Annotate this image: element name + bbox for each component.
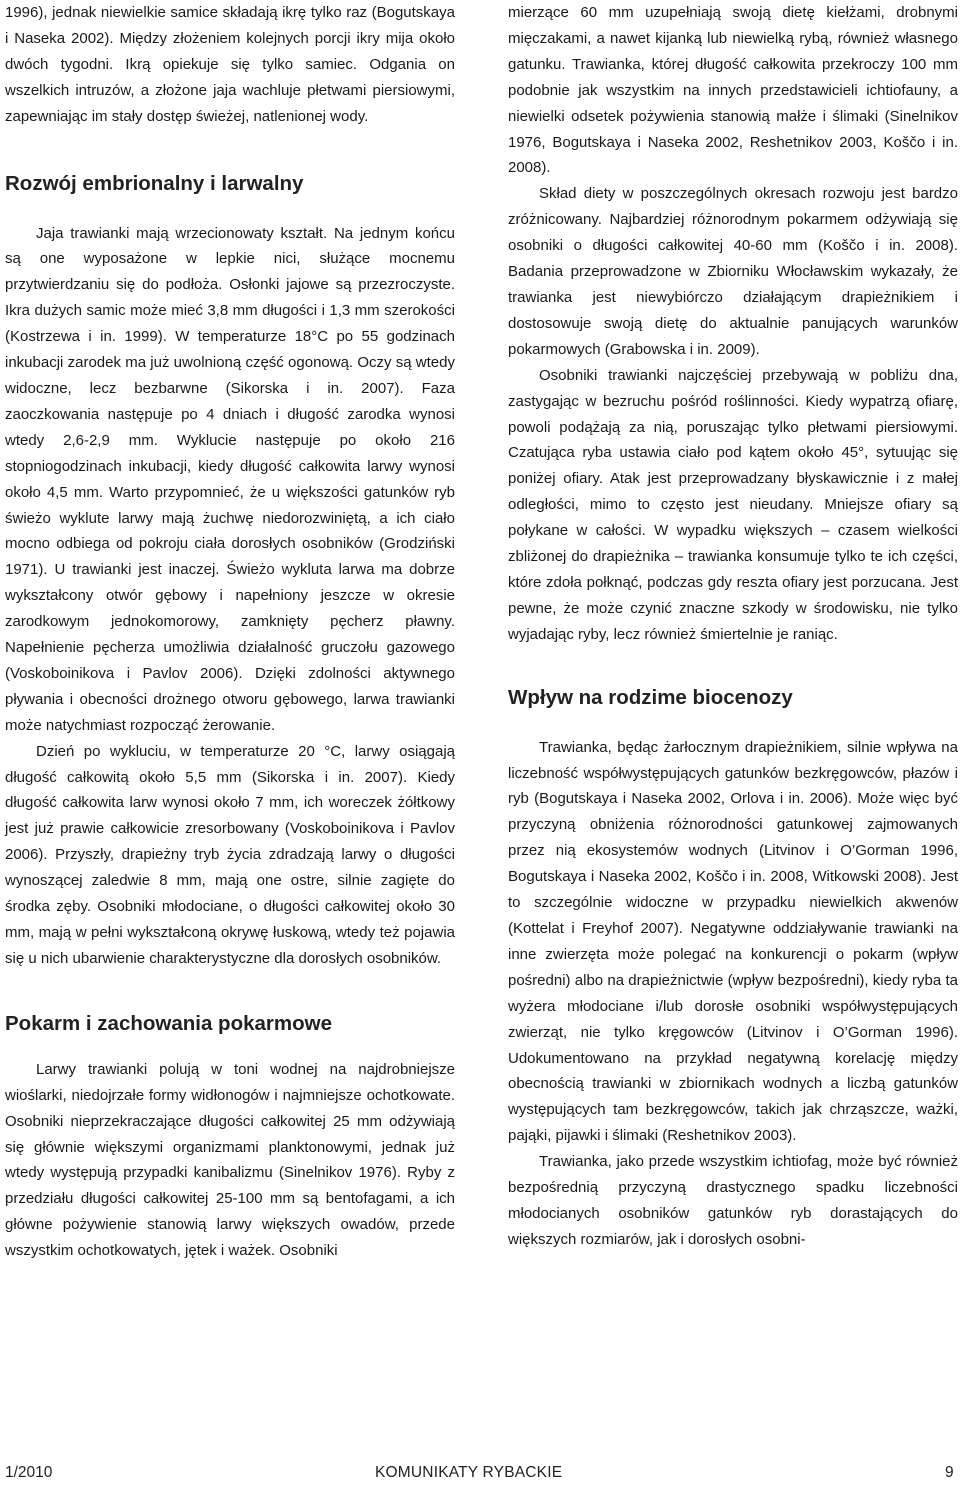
- body-paragraph: mierzące 60 mm uzupełniają swoją dietę kiełżami, drobnymi mięczakami, a nawet kijanką lub niewielką rybą, również własnego gatunku. Trawianka, której długość całkowita przekroczy 100 mm podobnie jak wszystkim na innych przedstawicieli ichtiofauny, a niewielki odsetek pożywienia stanowią małże i ślimaki (Sinelnikov 1976, Bogutskaya i Naseka 2002, Reshetnikov 2003, Koščo i in. 2008).: [508, 4, 958, 177]
- body-paragraph: Trawianka, będąc żarłocznym drapieżnikiem, silnie wpływa na liczebność współwystępujących gatunków bezkręgowców, płazów i ryb (Bogutskaya i Naseka 2002, Orlova i in. 2006). Może więc być przyczyną obniżenia różnorodności gatunkowej zajmowanych przez nią ekosystemów wodnych (Litvinov i O’Gorman 1996, Bogutskaya i Naseka 2002, Koščo i in. 2008, Witkowski 2008). Jest to szczególnie widoczne w przypadku niewielkich akwenów (Kottelat i Freyhof 2007). Negatywne oddziaływanie trawianki na inne zwierzęta może polegać na konkurencji o pokarm (wpływ pośredni) albo na drapieżnictwie (wpływ bezpośredni), kiedy ryba ta wyżera młodociane i/lub dorosłe osobniki współwystępujących zwierząt, nie tylko kręgowców (Litvinov i O’Gorman 1996). Udokumentowano na przykład negatywną korelację między obecnością trawianki w zbiornikach wodnych a liczbą gatunków występujących tam bezkręgowców, takich jak chrząszcze, ważki, pająki, pijawki i ślimaki (Reshetnikov 2003).: [508, 738, 958, 1145]
- left-column: [5, 0, 455, 1264]
- body-paragraph: Skład diety w poszczególnych okresach rozwoju jest bardzo zróżnicowany. Najbardziej różnorodnym pokarmem odżywiają się osobniki o długości całkowitej 40-60 mm (Koščo i in. 2008). Badania przeprowadzone w Zbiorniku Włocławskim wykazały, że trawianka jest niewybiórczo działającym drapieżnikiem i dostosowuje swoją dietę do aktualnie panujących warunków pokarmowych (Grabowska i in. 2009).: [508, 185, 958, 358]
- footer-journal-title: KOMUNIKATY RYBACKIE: [375, 1464, 563, 1481]
- body-paragraph: Osobniki trawianki najczęściej przebywają w pobliżu dna, zastygając w bezruchu pośród roślinności. Kiedy wypatrzą ofiarę, powoli podążają za nią, poruszając tylko płetwami piersiowymi. Czatująca ryba ustawia ciało pod kątem około 45°, sytuując się poniżej ofiary. Atak jest przeprowadzany błyskawicznie i z małej odległości, mimo to często jest nieudany. Mniejsze ofiary są połykane w całości. W wypadku większych – czasem wielkości zbliżonej do drapieżnika – trawianka konsumuje tylko te ich części, które zdoła połknąć, podczas gdy reszta ofiary jest porzucana. Jest pewne, że może czynić znaczne szkody w środowisku, nie tylko wyjadając ryby, lecz również śmiertelnie je raniąc.: [508, 366, 958, 643]
- footer-page-number: 9: [945, 1464, 954, 1481]
- body-paragraph: Trawianka, jako przede wszystkim ichtiofag, może być również bezpośrednią przyczyną drastycznego spadku liczebności młodocianych osobników gatunków ryb dorastających do większych rozmiarów, jak i dorosłych osobni-: [508, 1153, 958, 1248]
- section-heading-food-behavior: Pokarm i zachowania pokarmowe: [5, 1011, 332, 1035]
- body-paragraph: 1996), jednak niewielkie samice składają ikrę tylko raz (Bogutskaya i Naseka 2002). Między złożeniem kolejnych porcji ikry mija około dwóch tygodni. Ikrą opiekuje się tylko samiec. Odgania on wszelkich intruzów, a złożone jaja wachluje płetwami piersiowymi, zapewniając im stały dostęp świeżej, natlenionej wody.: [5, 4, 455, 125]
- section-heading-embryonic-development: Rozwój embrionalny i larwalny: [5, 171, 304, 195]
- body-paragraph: Dzień po wykluciu, w temperaturze 20 °C, larwy osiągają długość całkowitą około 5,5 mm (Sikorska i in. 2007). Kiedy długość całkowita larw wynosi około 7 mm, ich woreczek żółtkowy jest już prawie całkowicie zresorbowany (Voskoboinikova i Pavlov 2006). Przyszły, drapieżny tryb życia zdradzają larwy o długości wynoszącej zaledwie 8 mm, mają one ostre, silnie zagięte do środka zęby. Osobniki młodociane, o długości całkowitej około 30 mm, mają w pełni wykształconą okrywę łuskową, wtedy też pojawia się u nich ubarwienie charakterystyczne dla dorosłych osobników.: [5, 742, 455, 967]
- section-heading-native-biocenoses: Wpływ na rodzime biocenozy: [508, 685, 793, 709]
- right-column: [508, 0, 958, 1253]
- body-paragraph: Jaja trawianki mają wrzecionowaty kształt. Na jednym końcu są one wyposażone w lepkie nici, służące mocnemu przytwierdzaniu się do podłoża. Osłonki jajowe są przezroczyste. Ikra dużych samic może mieć 3,8 mm długości i 1,3 mm szerokości (Kostrzewa i in. 1999). W temperaturze 18°C po 55 godzinach inkubacji zarodek ma już uwolnioną część ogonową. Oczy są wtedy widoczne, lecz bezbarwne (Sikorska i in. 2007). Faza zaoczkowania następuje po 4 dniach i długość zarodka wynosi wtedy 2,6-2,9 mm. Wyklucie następuje po około 216 stopniogodzinach inkubacji, kiedy długość całkowita larwy wynosi około 4,5 mm. Warto przypomnieć, że u większości gatunków ryb świeżo wyklute larwy mają żuchwę niedorozwiniętą, a ich ciało mocno odbiega od pokroju ciała dorosłych osobników (Grodziński 1971). U trawianki jest inaczej. Świeżo wykluta larwa ma dobrze wykształcony otwór gębowy i napełniony jeszcze w okresie zarodkowym jednokomorowy, zamknięty pęcherz pławny. Napełnienie pęcherza umożliwia działalność gruczołu gazowego (Voskoboinikova i Pavlov 2006). Dzięki zdolności aktywnego pływania i obecności drożnego otworu gębowego, larwa trawianki może natychmiast rozpocząć żerowanie.: [5, 224, 455, 734]
- body-paragraph: Larwy trawianki polują w toni wodnej na najdrobniejsze wioślarki, niedojrzałe formy widłonogów i najmniejsze ochotkowate. Osobniki nieprzekraczające długości całkowitej 25 mm odżywiają się głównie większymi organizmami planktonowymi, jednak już wtedy występują przypadki kanibalizmu (Sinelnikov 1976). Ryby z przedziału długości całkowitej 25-100 mm są bentofagami, a ich główne pożywienie stanowią larwy większych owadów, przede wszystkim ochotkowatych, jętek i ważek. Osobniki: [5, 1060, 455, 1260]
- footer-issue-number: 1/2010: [5, 1464, 53, 1481]
